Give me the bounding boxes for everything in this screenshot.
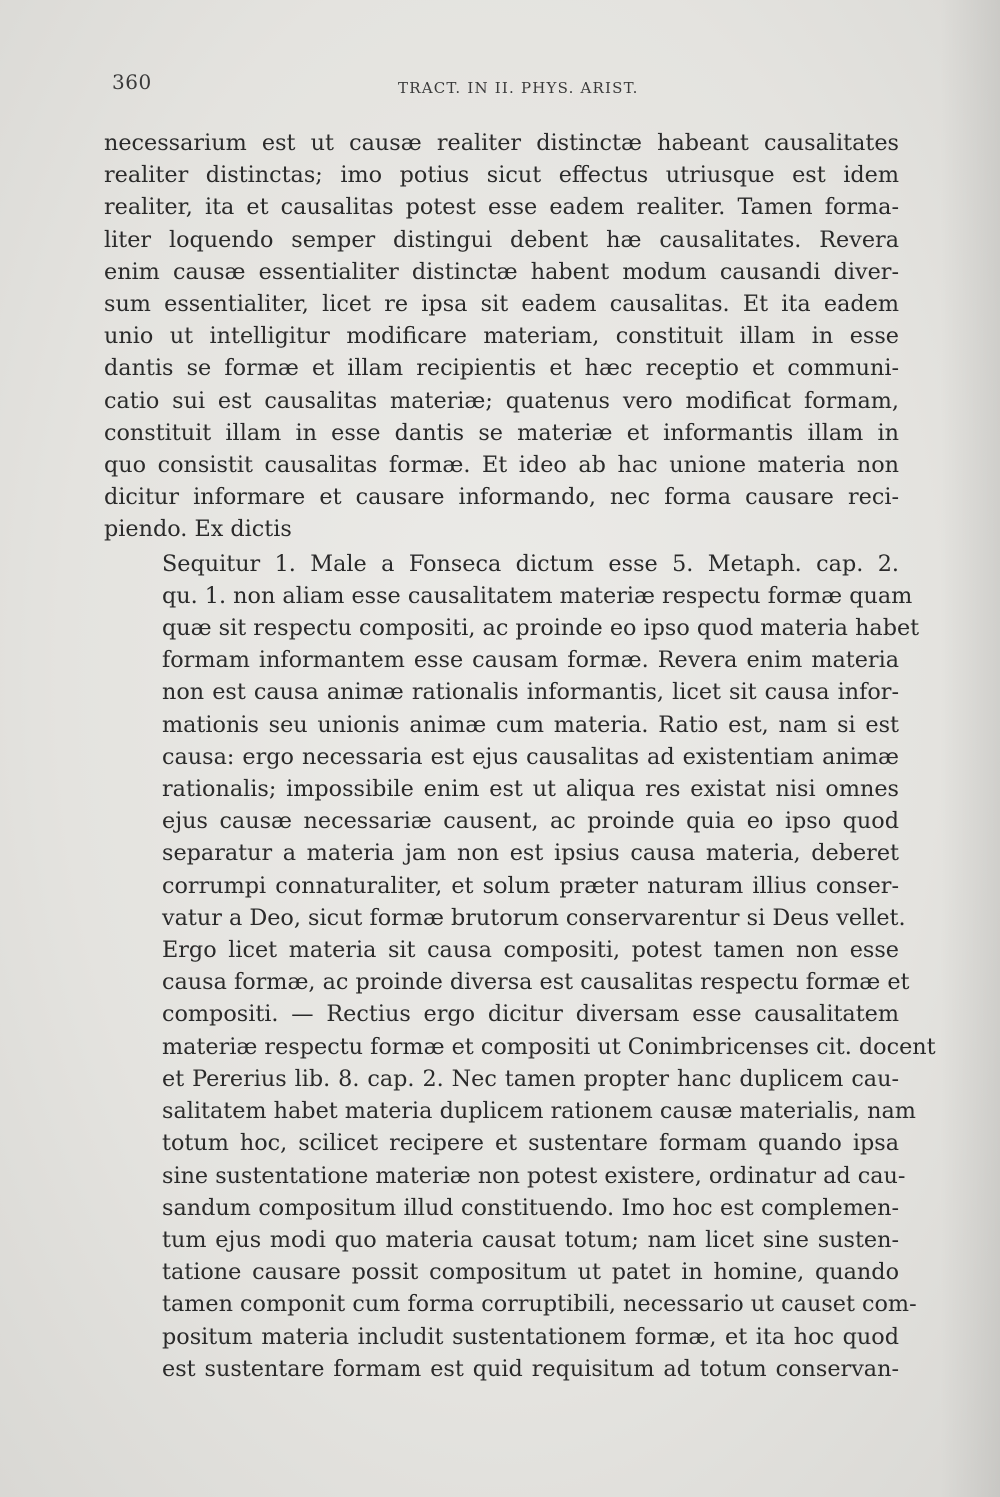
text-line: sandum compositum illud constituendo. Imo hoc est complemen- xyxy=(162,1194,899,1221)
text-line: ejus causæ necessariæ causent, ac proinde quia eo ipso quod xyxy=(162,808,899,835)
paragraph-2 xyxy=(104,548,936,1385)
text-line: necessarium est ut causæ realiter distinctæ habeant causalitates xyxy=(104,130,899,156)
text-line: compositi. — Rectius ergo dicitur diversam esse causalitatem xyxy=(162,1001,899,1028)
text-line: causa formæ, ac proinde diversa est causalitas respectu formæ et xyxy=(162,969,910,996)
text-line: causa: ergo necessaria est ejus causalitas ad existentiam animæ xyxy=(162,743,899,770)
text-line: qu. 1. non aliam esse causalitatem materiæ respectu formæ quam xyxy=(162,582,913,609)
text-line: corrumpi connaturaliter, et solum præter naturam illius conser- xyxy=(162,872,899,899)
text-line: formam informantem esse causam formæ. Revera enim materia xyxy=(162,647,899,674)
text-line: salitatem habet materia duplicem rationem causæ materialis, nam xyxy=(162,1098,916,1125)
text-line: materiæ respectu formæ et compositi ut Conimbricenses cit. docent xyxy=(162,1033,936,1060)
text-line: mationis seu unionis animæ cum materia. Ratio est, nam si est xyxy=(162,711,899,738)
text-line: quo consistit causalitas formæ. Et ideo ab hac unione materia non xyxy=(104,452,899,479)
text-line: tum ejus modi quo materia causat totum; nam licet sine susten- xyxy=(162,1226,899,1253)
text-line: separatur a materia jam non est ipsius causa materia, deberet xyxy=(162,840,899,867)
page-number: 360 xyxy=(112,70,152,94)
text-line: unio ut intelligitur modificare materiam, constituit illam in esse xyxy=(104,323,899,350)
body-text xyxy=(104,127,936,1385)
text-line: realiter distinctas; imo potius sicut effectus utriusque est idem xyxy=(104,162,899,189)
paragraph-1 xyxy=(104,127,899,546)
text-line: rationalis; impossibile enim est ut aliqua res existat nisi omnes xyxy=(162,776,899,803)
running-title: TRACT. IN II. PHYS. ARIST. xyxy=(398,79,639,97)
text-line: tatione causare possit compositum ut patet in homine, quando xyxy=(162,1259,899,1286)
text-line: vatur a Deo, sicut formæ brutorum conservarentur si Deus vellet. xyxy=(162,904,906,931)
text-line: non est causa animæ rationalis informantis, licet sit causa infor- xyxy=(162,679,899,706)
text-line: positum materia includit sustentationem formæ, et ita hoc quod xyxy=(162,1323,899,1350)
page-header xyxy=(0,70,1000,106)
text-line: et Pererius lib. 8. cap. 2. Nec tamen propter hanc duplicem cau- xyxy=(162,1065,899,1092)
text-line: dantis se formæ et illam recipientis et hæc receptio et communi- xyxy=(104,355,899,382)
text-line: liter loquendo semper distingui debent hæ causalitates. Revera xyxy=(104,226,899,253)
text-line: realiter, ita et causalitas potest esse eadem realiter. Tamen forma- xyxy=(104,194,899,221)
text-line: catio sui est causalitas materiæ; quatenus vero modificat formam, xyxy=(104,387,899,414)
text-line: Ergo licet materia sit causa compositi, potest tamen non esse xyxy=(162,937,899,964)
text-line: enim causæ essentialiter distinctæ habent modum causandi diver- xyxy=(104,258,899,285)
text-line: piendo. Ex dictis xyxy=(104,516,292,543)
text-line: constituit illam in esse dantis se materiæ et informantis illam in xyxy=(104,419,899,446)
text-line: tamen componit cum forma corruptibili, necessario ut causet com- xyxy=(162,1291,917,1318)
text-line: dicitur informare et causare informando, nec forma causare reci- xyxy=(104,484,899,511)
text-line: sine sustentatione materiæ non potest existere, ordinatur ad cau- xyxy=(162,1162,906,1189)
text-line: quæ sit respectu compositi, ac proinde eo ipso quod materia habet xyxy=(162,615,920,642)
text-line: sum essentialiter, licet re ipsa sit eadem causalitas. Et ita eadem xyxy=(104,291,899,318)
text-line: totum hoc, scilicet recipere et sustentare formam quando ipsa xyxy=(162,1130,899,1157)
text-line: est sustentare formam est quid requisitum ad totum conservan- xyxy=(162,1355,899,1382)
text-line: Sequitur 1. Male a Fonseca dictum esse 5. Metaph. cap. 2. xyxy=(162,550,899,577)
